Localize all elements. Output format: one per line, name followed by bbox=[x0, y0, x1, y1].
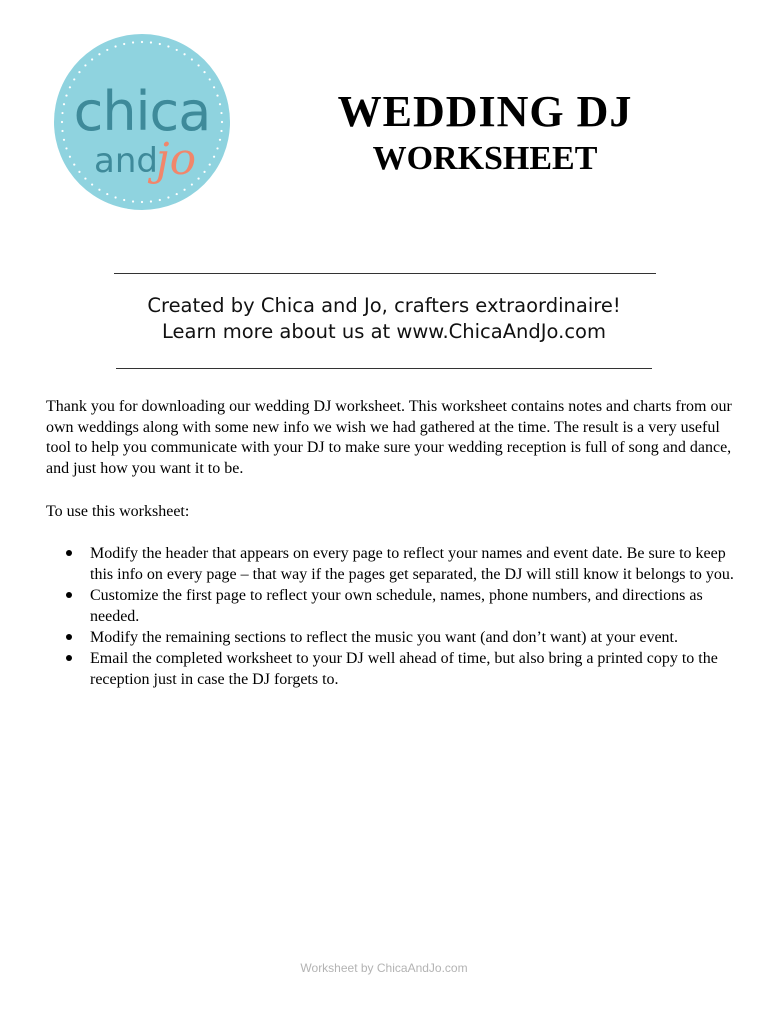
logo-ring-dot bbox=[197, 177, 199, 179]
logo-ring-dot bbox=[197, 64, 199, 66]
logo-ring-dot bbox=[132, 41, 134, 43]
list-item-text: Email the completed worksheet to your DJ well ahead of time, but also bring a printed copy to the reception just in case the DJ forgets to. bbox=[90, 650, 718, 688]
logo-ring-dot bbox=[106, 49, 108, 51]
logo-ring-dot bbox=[61, 130, 63, 132]
page-title: WEDDING DJ bbox=[337, 87, 633, 136]
logo-ring-dot bbox=[114, 196, 116, 198]
logo-chica-text: chica bbox=[73, 80, 211, 143]
logo-ring-dot bbox=[219, 103, 221, 105]
divider-bottom bbox=[116, 368, 652, 369]
intro-paragraph: Thank you for downloading our wedding DJ worksheet. This worksheet contains notes and charts from our own weddings along with some new info we wish we had gathered at the time. The result is a very useful tool to help you communicate with your DJ to make sure your wedding reception is full of song and dance, and just how you want it to be. bbox=[46, 398, 732, 477]
logo-ring-dot bbox=[91, 183, 93, 185]
list-item bbox=[46, 543, 736, 585]
logo-ring-dot bbox=[106, 193, 108, 195]
list-item-text: Modify the header that appears on every page to reflect your names and event date. Be sure to keep this info on every page – that way if the pages get separated, the DJ will still know it belongs to you. bbox=[90, 545, 734, 583]
logo-ring-dot bbox=[183, 53, 185, 55]
logo-ring-dot bbox=[176, 193, 178, 195]
page-subtitle: WORKSHEET bbox=[372, 140, 598, 177]
logo-ring-dot bbox=[84, 64, 86, 66]
logo-ring-dot bbox=[167, 196, 169, 198]
logo-ring-dot bbox=[61, 112, 63, 114]
chica-and-jo-logo bbox=[52, 32, 232, 212]
logo-ring-dot bbox=[159, 199, 161, 201]
bullet-icon bbox=[66, 655, 72, 661]
list-item-text: Modify the remaining sections to reflect the music you want (and don’t want) at your event. bbox=[90, 629, 678, 646]
logo-ring-dot bbox=[220, 130, 222, 132]
bullet-icon bbox=[66, 634, 72, 640]
credit-line-1: Created by Chica and Jo, crafters extraordinaire! bbox=[147, 294, 621, 317]
logo-ring-dot bbox=[63, 103, 65, 105]
list-item-text: Customize the first page to reflect your own schedule, names, phone numbers, and directions as needed. bbox=[90, 587, 703, 625]
logo-jo-text: jo bbox=[155, 134, 197, 185]
logo-ring-dot bbox=[91, 58, 93, 60]
logo-ring-dot bbox=[65, 94, 67, 96]
divider-top bbox=[114, 273, 656, 274]
logo-ring-dot bbox=[63, 139, 65, 141]
logo-ring-dot bbox=[114, 45, 116, 47]
bullet-icon bbox=[66, 550, 72, 556]
logo-ring-dot bbox=[213, 156, 215, 158]
page-footer: Worksheet by ChicaAndJo.com bbox=[300, 961, 468, 975]
logo-ring-dot bbox=[183, 189, 185, 191]
list-item bbox=[46, 585, 736, 627]
logo-ring-dot bbox=[159, 43, 161, 45]
credit-line-2: Learn more about us at www.ChicaAndJo.com bbox=[162, 320, 606, 343]
logo-and-text: and bbox=[94, 141, 158, 181]
logo-ring-dot bbox=[78, 71, 80, 73]
logo-ring-dot bbox=[69, 156, 71, 158]
logo-ring-dot bbox=[150, 41, 152, 43]
logo-ring-dot bbox=[203, 71, 205, 73]
logo-ring-dot bbox=[213, 86, 215, 88]
logo-ring-dot bbox=[221, 121, 223, 123]
logo-ring-dot bbox=[98, 189, 100, 191]
logo-ring-dot bbox=[203, 171, 205, 173]
logo-ring-dot bbox=[209, 163, 211, 165]
logo-ring-dot bbox=[167, 45, 169, 47]
logo-ring-dot bbox=[123, 199, 125, 201]
logo-ring-dot bbox=[141, 41, 143, 43]
bullet-icon bbox=[66, 592, 72, 598]
logo-ring-dot bbox=[191, 58, 193, 60]
instructions-label: To use this worksheet: bbox=[46, 503, 190, 520]
list-item bbox=[46, 627, 736, 648]
logo-ring-dot bbox=[61, 121, 63, 123]
logo-ring-dot bbox=[69, 86, 71, 88]
logo-ring-dot bbox=[98, 53, 100, 55]
logo-ring-dot bbox=[123, 43, 125, 45]
logo-ring-dot bbox=[219, 139, 221, 141]
logo-ring-dot bbox=[132, 200, 134, 202]
logo-ring-dot bbox=[216, 147, 218, 149]
logo-ring-dot bbox=[176, 49, 178, 51]
logo-ring-dot bbox=[216, 94, 218, 96]
logo-ring-dot bbox=[73, 163, 75, 165]
logo-ring-dot bbox=[141, 201, 143, 203]
logo-ring-dot bbox=[78, 171, 80, 173]
logo-ring-dot bbox=[150, 200, 152, 202]
logo-ring-dot bbox=[84, 177, 86, 179]
logo-ring-dot bbox=[220, 112, 222, 114]
logo-ring-dot bbox=[65, 147, 67, 149]
instructions-list bbox=[46, 543, 736, 690]
list-item bbox=[46, 648, 736, 690]
